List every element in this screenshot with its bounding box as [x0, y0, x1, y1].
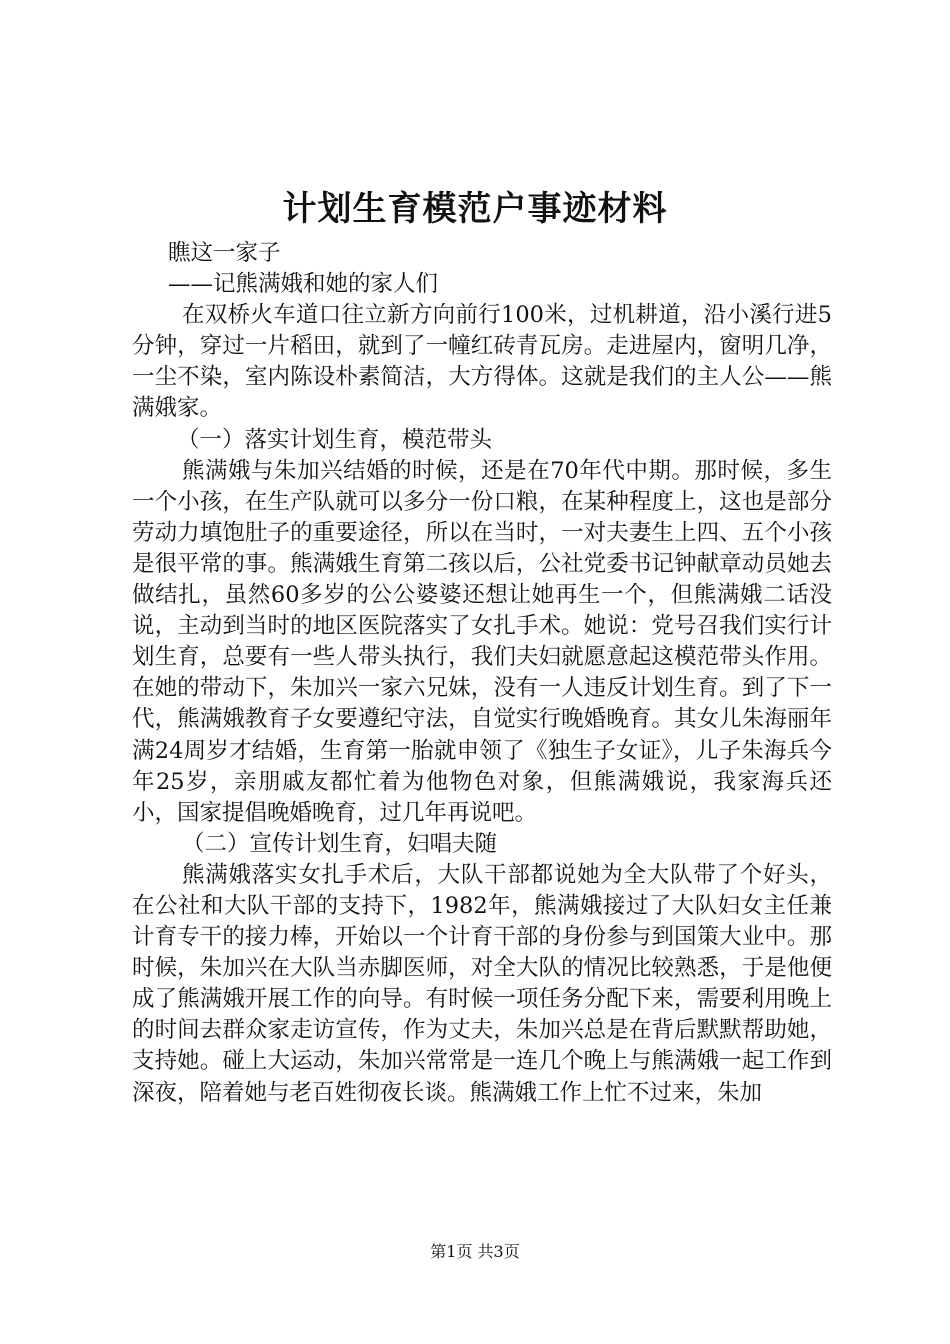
section-2-paragraph: 熊满娥落实女扎手术后，大队干部都说她为全大队带了个好头，在公社和大队干部的支持下，1982年，熊满娥接过了大队妇女主任兼计育专干的接力棒，开始以一个计育干部的身份参与到国策大业中。那时候，朱加兴在大队当赤脚医师，对全大队的情况比较熟悉，于是他便成了熊满娥开展工作的向导。有时候一项任务分配下来，需要利用晚上的时间去群众家走访宣传，作为丈夫，朱加兴总是在背后默默帮助她，支持她。碰上大运动，朱加兴常常是一连几个晚上与熊满娥一起工作到深夜，陪着她与老百姓彻夜长谈。熊满娥工作上忙不过来，朱加	[132, 861, 832, 1106]
subtitle-byline: ——记熊满娥和她的家人们	[168, 271, 439, 298]
section-1-paragraph: 熊满娥与朱加兴结婚的时候，还是在70年代中期。那时候，多生一个小孩，在生产队就可以多分一份口粮，在某种程度上，这也是部分劳动力填饱肚子的重要途径，所以在当时，一对夫妻生上四、五个小孩是很平常的事。熊满娥生育第二孩以后，公社党委书记钟献章动员她去做结扎，虽然60多岁的公公婆婆还想让她再生一个，但熊满娥二话没说，主动到当时的地区医院落实了女扎手术。她说：党号召我们实行计划生育，总要有一些人带头执行，我们夫妇就愿意起这模范带头作用。在她的带动下，朱加兴一家六兄妹，没有一人违反计划生育。到了下一代，熊满娥教育子女要遵纪守法，自觉实行晚婚晚育。其女儿朱海丽年满24周岁才结婚，生育第一胎就申领了《独生子女证》，儿子朱海兵今年25岁，亲朋戚友都忙着为他物色对象，但熊满娥说，我家海兵还小，国家提倡晚婚晚育，过几年再说吧。	[132, 457, 832, 826]
document-body	[132, 238, 832, 1109]
section-heading-2: （二）宣传计划生育，妇唱夫随	[182, 830, 498, 857]
document-title: 计划生育模范户事迹材料	[282, 189, 668, 229]
section-heading-1: （一）落实计划生育，模范带头	[177, 426, 493, 453]
page-footer: 第1页 共3页	[430, 1242, 520, 1261]
intro-paragraph: 在双桥火车道口往立新方向前行100米，过机耕道，沿小溪行进5分钟，穿过一片稻田，就到了一幢红砖青瓦房。走进屋内，窗明几净，一尘不染，室内陈设朴素简洁，大方得体。这就是我们的主人公——熊满娥家。	[132, 302, 832, 422]
subtitle-line: 瞧这一家子	[168, 240, 281, 266]
